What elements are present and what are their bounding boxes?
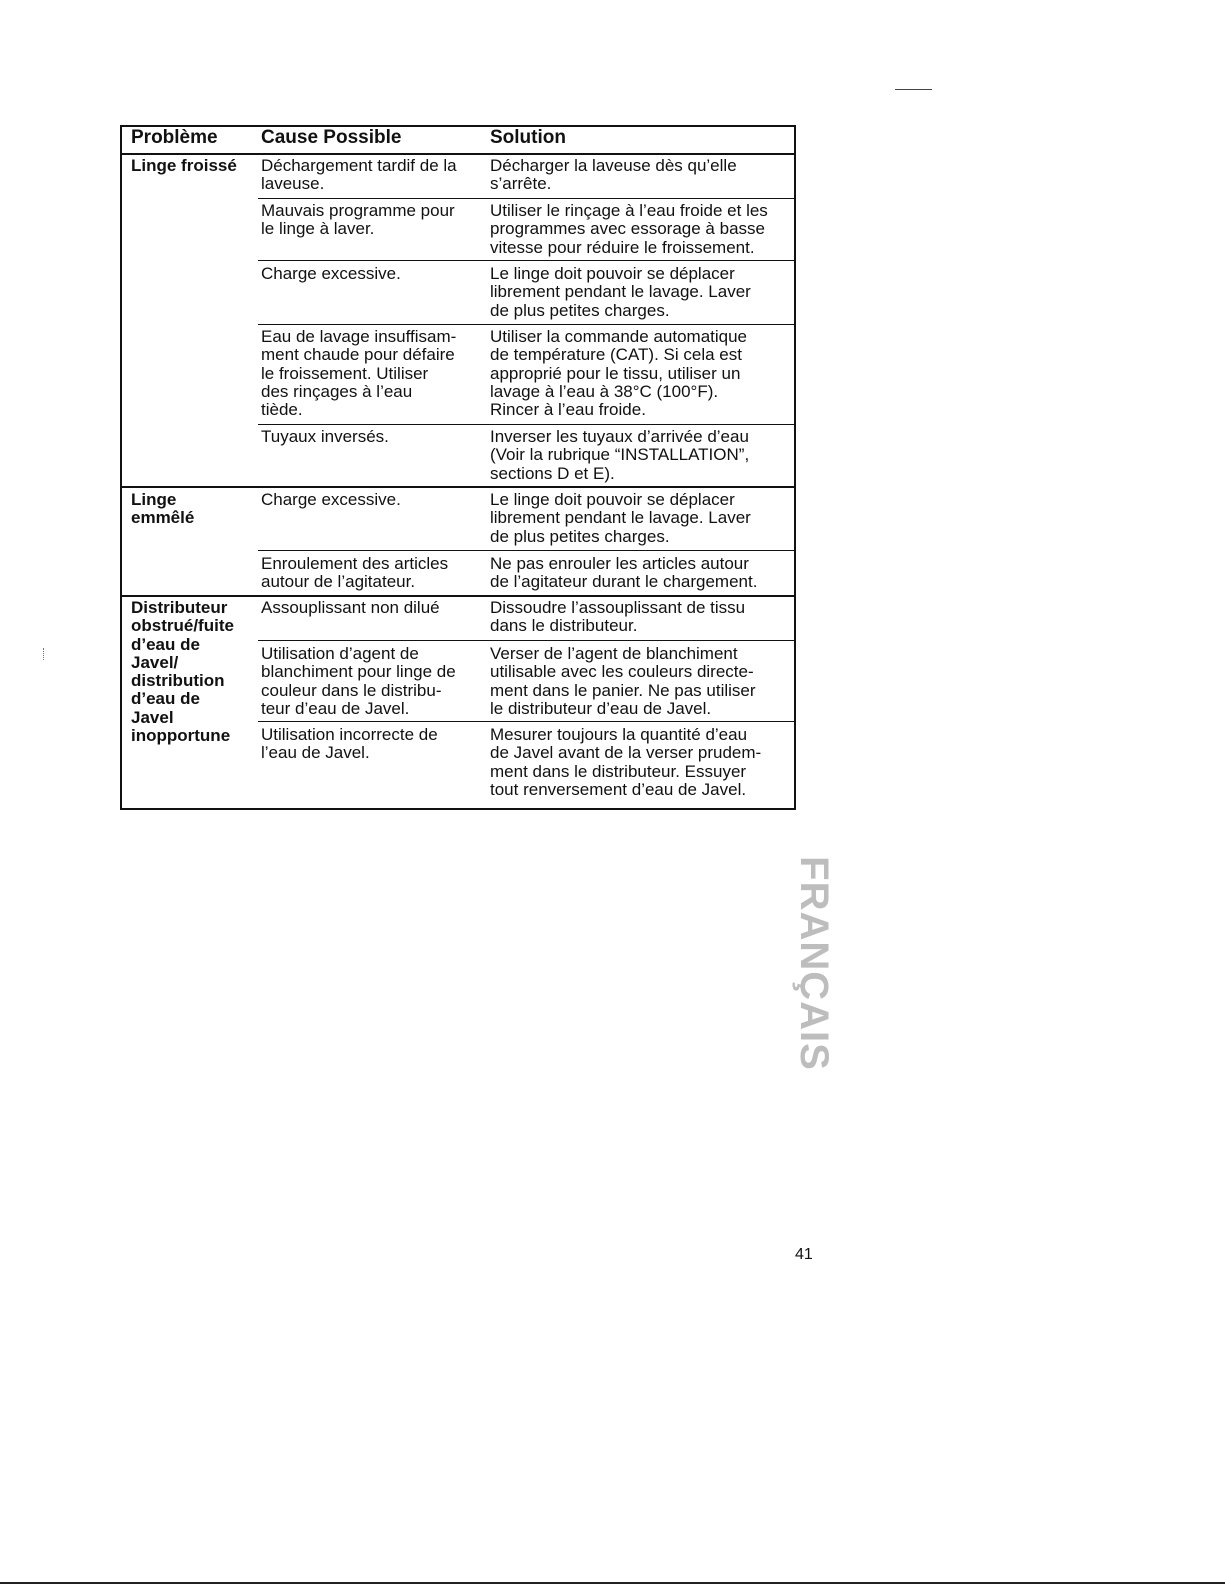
row-divider bbox=[258, 424, 795, 425]
solution-text: Mesurer toujours la quantité d’eau de Javel avant de la verser prudem- ment dans le distributeur. Essuyer tout renversement d’eau de Javel. bbox=[490, 725, 762, 799]
margin-mark bbox=[43, 648, 45, 660]
cause-text: Charge excessive. bbox=[261, 264, 401, 283]
bottom-edge bbox=[0, 1582, 1225, 1584]
cause-text: Enroulement des articles autour de l’agitateur. bbox=[261, 554, 449, 592]
solution-text: Décharger la laveuse dès qu’elle s’arrête. bbox=[490, 156, 737, 194]
row-divider bbox=[258, 198, 795, 199]
solution-text: Verser de l’agent de blanchiment utilisable avec les couleurs directe- ment dans le panier. Ne pas utiliser le distributeur d’eau de Javel. bbox=[490, 644, 756, 718]
group-divider bbox=[121, 486, 795, 488]
solution-text: Dissoudre l’assouplissant de tissu dans le distributeur. bbox=[490, 598, 746, 636]
language-side-label bbox=[790, 857, 836, 1069]
problem-linge-froisse: Linge froissé bbox=[131, 156, 237, 175]
solution-text: Le linge doit pouvoir se déplacer librement pendant le lavage. Laver de plus petites charges. bbox=[490, 264, 751, 320]
solution-text: Utiliser le rinçage à l’eau froide et les programmes avec essorage à basse vitesse pour réduire le froissement. bbox=[490, 201, 768, 257]
group-divider bbox=[121, 595, 795, 597]
header-solution: Solution bbox=[490, 127, 566, 148]
header-rule bbox=[895, 89, 932, 90]
cause-text: Déchargement tardif de la laveuse. bbox=[261, 156, 457, 194]
cause-text: Charge excessive. bbox=[261, 490, 401, 509]
cause-text: Utilisation incorrecte de l’eau de Javel. bbox=[261, 725, 438, 763]
solution-text: Utiliser la commande automatique de température (CAT). Si cela est approprié pour le tissu, utiliser un lavage à l’eau à 38°C (100°F). Rincer à l’eau froide. bbox=[490, 327, 748, 420]
solution-text: Le linge doit pouvoir se déplacer librement pendant le lavage. Laver de plus petites charges. bbox=[490, 490, 751, 546]
header-divider bbox=[121, 153, 795, 155]
language-side-text: FRANÇAIS bbox=[791, 855, 836, 1071]
row-divider bbox=[258, 640, 795, 641]
cause-text: Tuyaux inversés. bbox=[261, 427, 389, 446]
row-divider bbox=[258, 260, 795, 261]
row-divider bbox=[258, 324, 795, 325]
cause-text: Assouplissant non dilué bbox=[261, 598, 440, 617]
solution-text: Inverser les tuyaux d’arrivée d’eau (Voir la rubrique “INSTALLATION”, sections D et E). bbox=[490, 427, 750, 483]
header-cause-possible: Cause Possible bbox=[261, 127, 402, 148]
solution-text: Ne pas enrouler les articles autour de l’agitateur durant le chargement. bbox=[490, 554, 758, 592]
problem-linge-emmele: Linge emmêlé bbox=[131, 490, 195, 528]
cause-text: Eau de lavage insuffisam- ment chaude pour défaire le froissement. Utiliser des rinçages à l’eau tiède. bbox=[261, 327, 457, 420]
problem-distributeur: Distributeur obstrué/fuite d’eau de Javel/ distribution d’eau de Javel inopportune bbox=[131, 598, 234, 746]
page-number: 41 bbox=[795, 1246, 813, 1263]
cause-text: Utilisation d’agent de blanchiment pour linge de couleur dans le distribu- teur d’eau de Javel. bbox=[261, 644, 456, 718]
row-divider bbox=[258, 721, 795, 722]
row-divider bbox=[258, 550, 795, 551]
cause-text: Mauvais programme pour le linge à laver. bbox=[261, 201, 455, 239]
header-probleme: Problème bbox=[131, 127, 218, 148]
